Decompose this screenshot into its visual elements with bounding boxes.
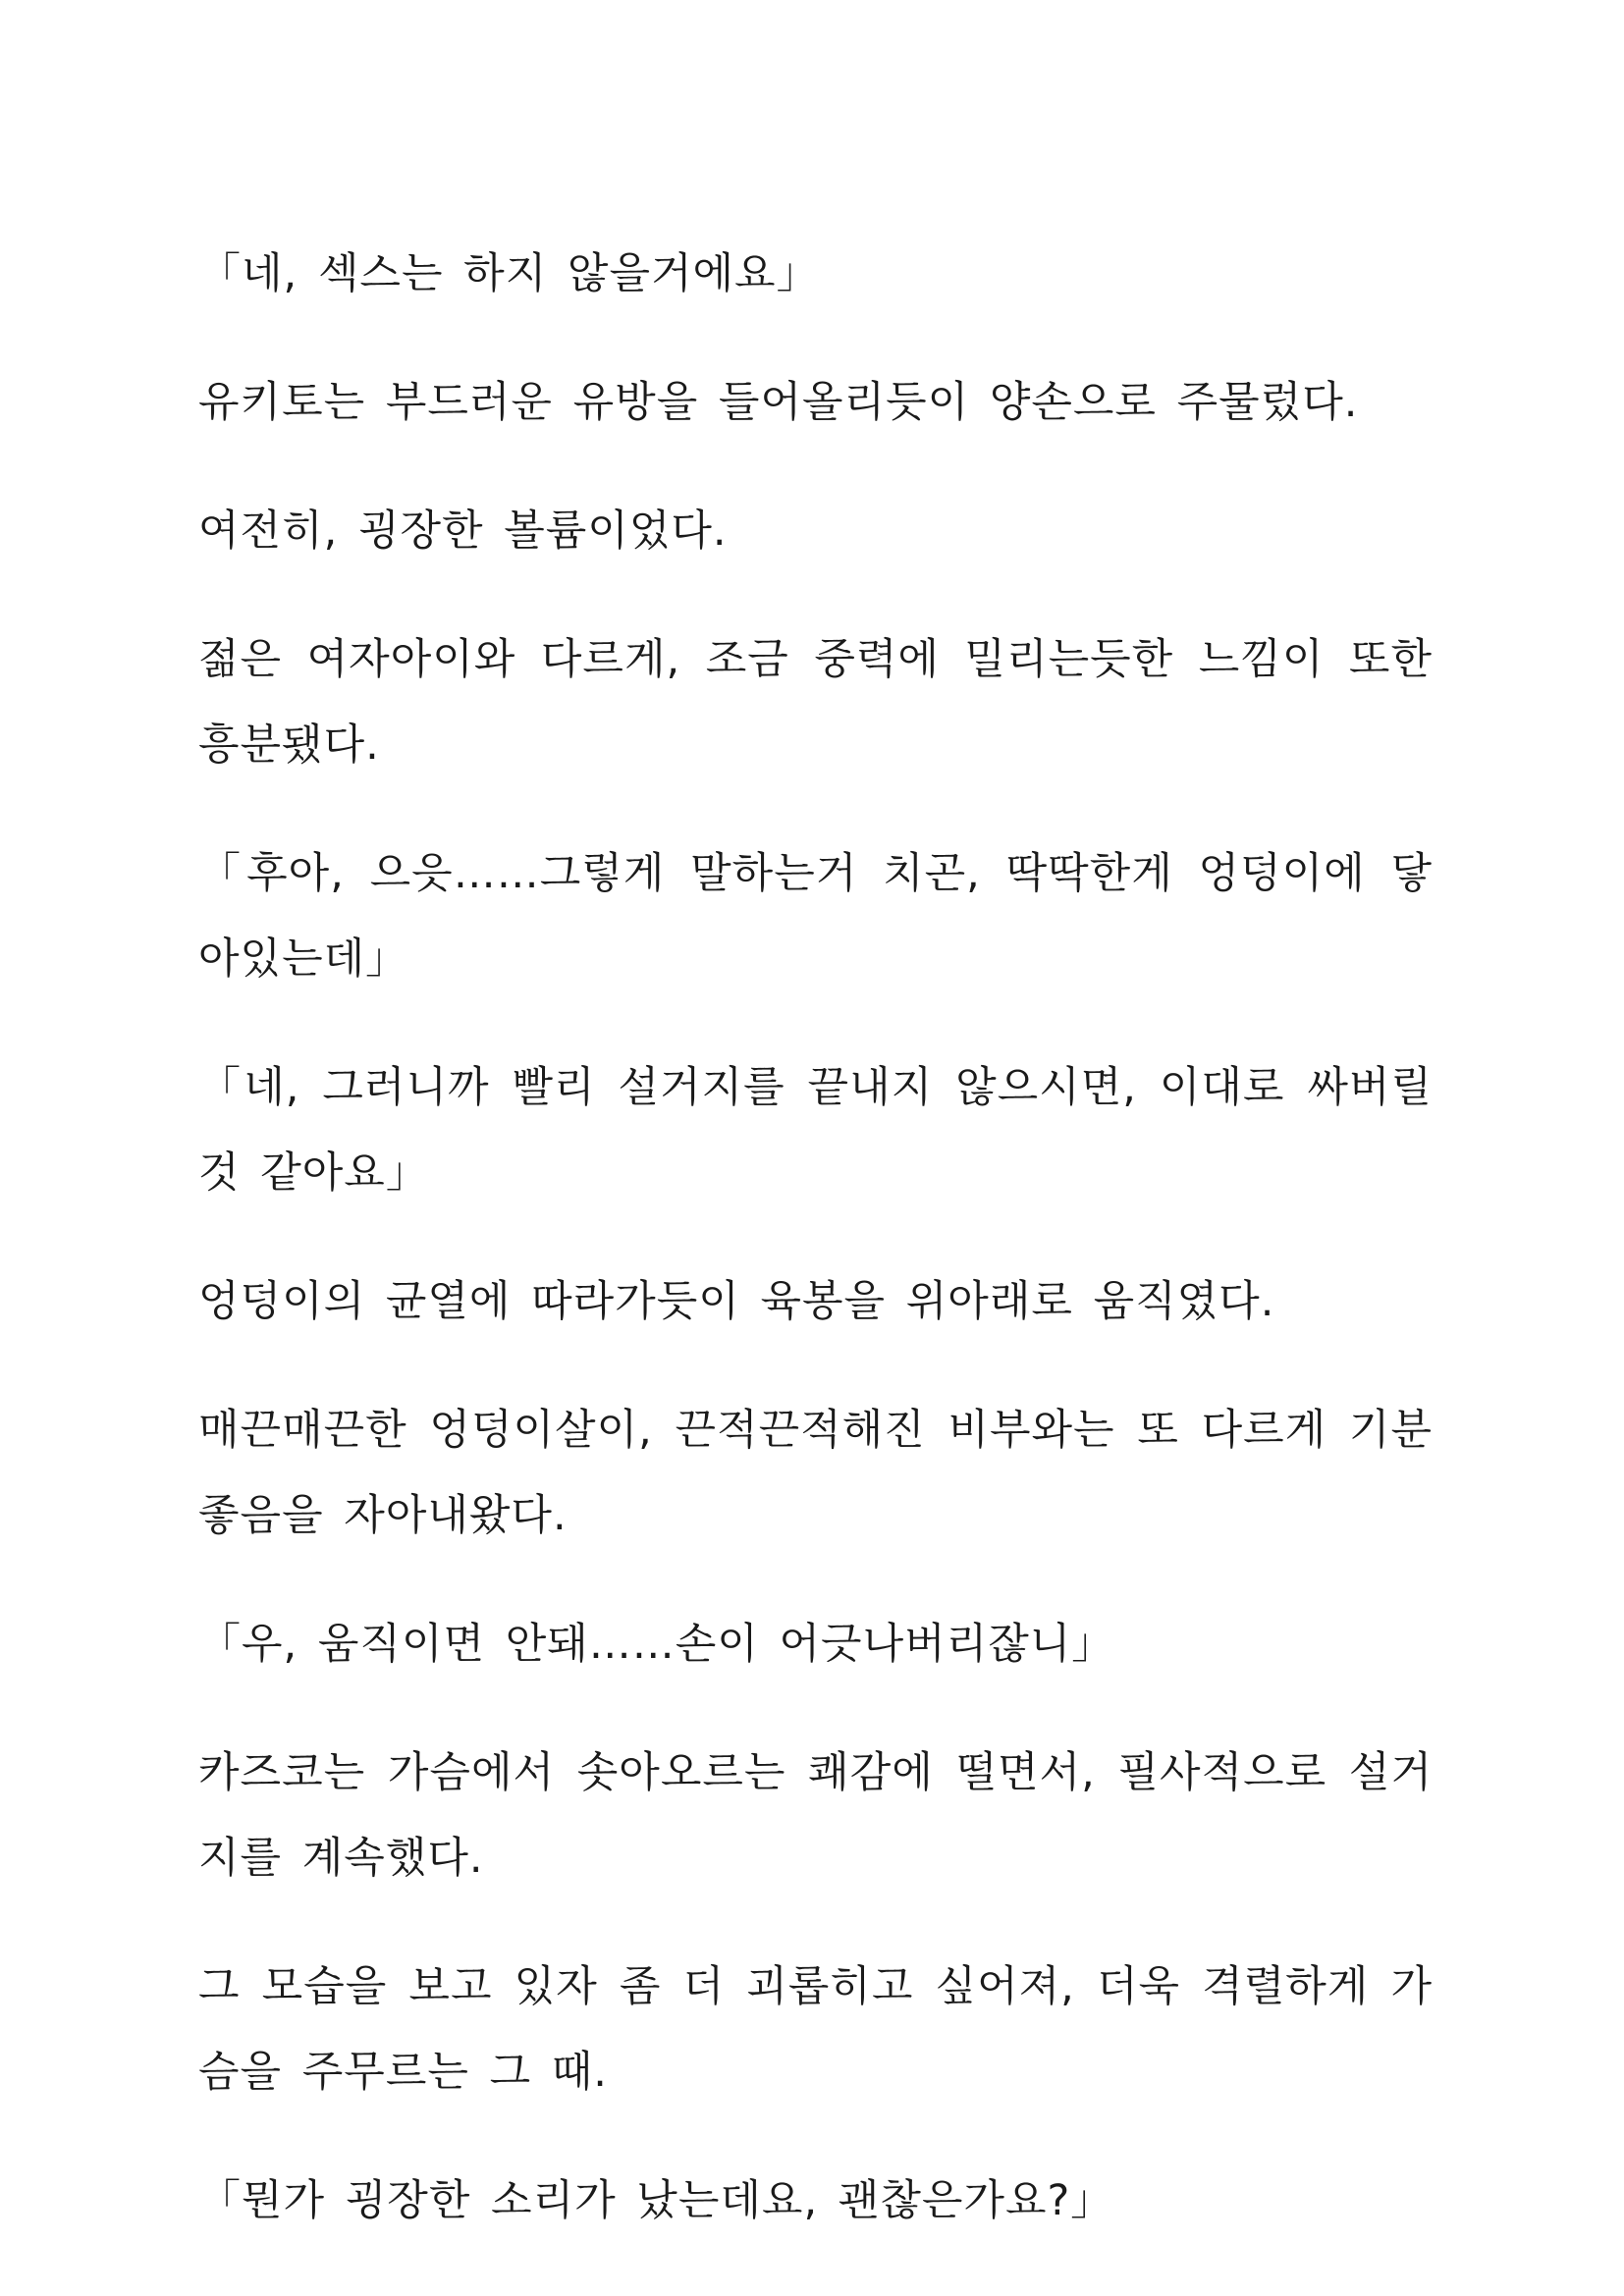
paragraph: 「뭔가 굉장한 소리가 났는데요, 괜찮은가요?」 xyxy=(198,2176,1114,2225)
paragraph: 엉덩이의 균열에 따라가듯이 육봉을 위아래로 움직였다. xyxy=(198,1277,1275,1326)
paragraph: 젊은 여자아이와 다르게, 조금 중력에 밀리는듯한 느낌이 또한 흥분됐다. xyxy=(198,635,1433,770)
paragraph: 「네, 그러니까 빨리 설거지를 끝내지 않으시면, 이대로 싸버릴 것 같아요」 xyxy=(198,1063,1433,1198)
paragraph: 유키토는 부드러운 유방을 들어올리듯이 양손으로 주물렀다. xyxy=(198,378,1359,427)
paragraph: 매끈매끈한 엉덩이살이, 끈적끈적해진 비부와는 또 다르게 기분좋음을 자아내왔다. xyxy=(198,1406,1433,1540)
paragraph: 「우, 움직이면 안돼……손이 어긋나버리잖니」 xyxy=(198,1620,1115,1669)
paragraph: 카즈코는 가슴에서 솟아오르는 쾌감에 떨면서, 필사적으로 설거지를 계속했다. xyxy=(198,1748,1433,1883)
paragraph: 그 모습을 보고 있자 좀 더 괴롭히고 싶어져, 더욱 격렬하게 가슴을 주무르는 그 때. xyxy=(198,1962,1433,2097)
paragraph: 「후아, 으읏……그렇게 말하는거 치곤, 딱딱한게 엉덩이에 닿아있는데」 xyxy=(198,849,1433,984)
paragraph: 여전히, 굉장한 볼륨이었다. xyxy=(198,507,728,556)
paragraph: 「네, 섹스는 하지 않을거에요」 xyxy=(198,249,820,298)
text-body xyxy=(198,232,1433,2287)
